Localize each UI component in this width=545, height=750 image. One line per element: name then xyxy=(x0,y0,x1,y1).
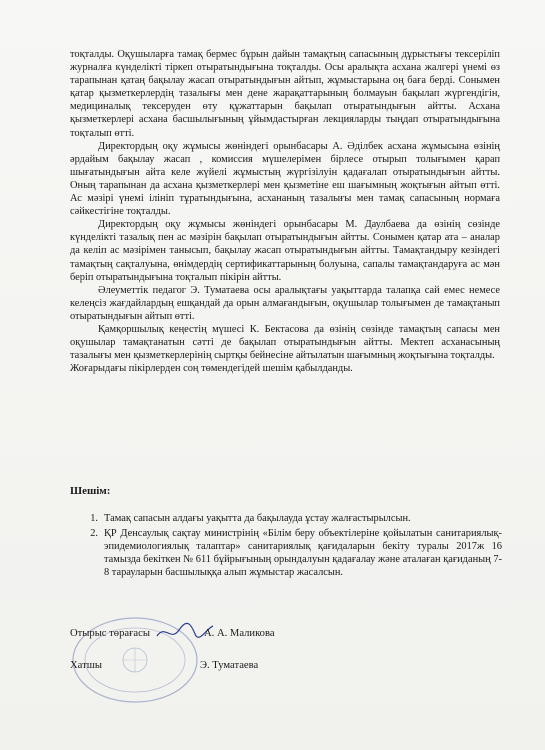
paragraph-4: Әлеуметтік педагог Э. Туматаева осы аралықтағы уақыттарда талапқа сай емес немесе келеңсіз жағдайлардың ешқандай да орын алмағандығын, оқушылар толығымен де тамақтанып отыратындығын айтып өтті. xyxy=(70,284,500,322)
decision-list xyxy=(70,512,502,581)
decision-number: 1. xyxy=(90,513,98,524)
chair-label: Отырыс төрағасы xyxy=(70,628,150,639)
paragraph-6: Жоғарыдағы пікірлерден соң төмендегідей шешім қабылданды. xyxy=(70,363,353,375)
paragraph-1: тоқталды. Оқушыларға тамақ бермес бұрын дайын тамақтың сапасының дұрыстығы тексеріліп журналға күнделікті тіркеп отыратындығына тоқталды. Осы аралықта асхана жалгері үнемі өз тарапынан қатаң бақылау жасап отыратындығын айтып, жұмыстарына оң баға берді. Сонымен қатар қызметкерлердің тазалығы мен дене жарақаттарының болмауын бақылап жүргендігін, медициналық тексеруден өту құжаттарын бақылап отыратындығын айтты. Асхана қызметкерлері асхана басшылығының ұйымдастырған лекцияларды тыңдап отыратындығына тоқталып өтті. xyxy=(70,49,500,139)
secretary-name: Э. Туматаева xyxy=(200,660,259,671)
paragraph-2: Директордың оқу жұмысы жөніндегі орынбасары А. Әділбек асхана жұмысына өзінің әрдайым бақылау жасап , комиссия мүшелерімен бірлесе отырып толығымен қарап шығатындығын айта келе жүйелі жұмыстың жүргізілуін қадағалап отыратындығын айтты. Оның тарапынан да асхана қызметкерлері мен қызметіне еш шағымның жоқтығын айтып өтті. Ас мәзірі үнемі ілініп тұратындығына, асхананың тазалығы мен тамақ сапасының нормаға сәйкестігіне тоқталды. xyxy=(70,140,500,218)
decision-text: Тамақ сапасын алдағы уақытта да бақылауда ұстау жалғастырылсын. xyxy=(104,513,411,524)
chair-name: А. А. Маликова xyxy=(204,628,275,639)
decision-number: 2. xyxy=(90,528,98,540)
paragraph-3: Директордың оқу жұмысы жөніндегі орынбасары М. Даулбаева да өзінің сөзінде күнделікті тазалық пен ас мәзірін бақылап отыратындығын айтты. Сонымен қатар ата – аналар да келіп ас мәзірімен танысып, бақылау жасап отыратындығын айтты. Тамақтандыру кезіндегі тамақтың сақталуына, өнімдердің сертификаттарының болуына, сапалы тамақтандаруға ас мән беріп отыратындығына тоқталып пікірін айтты. xyxy=(70,219,500,283)
decision-text: ҚР Денсаулық сақтау министрінің «Білім беру объектілеріне қойылатын санитариялық- эпидемиологиялық талаптар» санитариялық қағидаларын бекіту туралы 2017ж 16 тамызда бекіткен № 611 бұйрығының орындалуын қадағалау және аталаған қағиданың 7-8 тарауларын басшылыққа алып жұмыстар жасалсын. xyxy=(104,528,502,579)
secretary-label: Хатшы xyxy=(70,660,102,671)
decision-item xyxy=(70,512,502,525)
paragraph-5: Қамқоршылық кеңестің мүшесі К. Бектасова да өзінің сөзінде тамақтың сапасы мен оқушылар тамақтанатын сәтті де бақылап отыратындығын айтты. Мектеп асханасының тазалығы мен қызметкерлерінің сыртқы бейнесіне айтылатын шағымның жоқтығына тоқталды. xyxy=(70,323,500,362)
decision-heading: Шешім: xyxy=(70,485,111,497)
body-text xyxy=(70,48,500,375)
decision-item xyxy=(70,527,502,579)
